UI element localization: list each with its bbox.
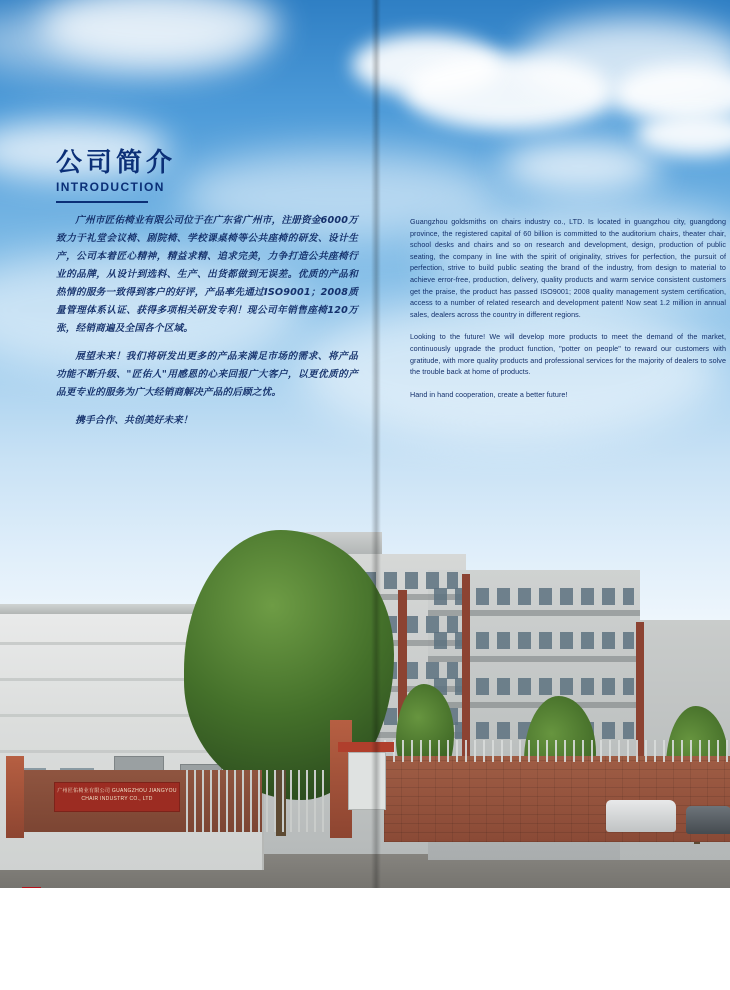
cloud-icon [500, 140, 660, 192]
fence-railing [384, 740, 730, 762]
gate-pillar [6, 756, 24, 838]
chinese-paragraph: 携手合作、共创美好未来！ [75, 415, 193, 426]
vehicle-icon [606, 800, 676, 832]
english-paragraph: Looking to the future! We will develop more products to meet the demand of the market, continuously upgrade the product function, "potter on people" to reward our customers with gratitude, with more quality products and professional services for the majority of dealers to solve the trouble back at home of products. [410, 332, 726, 377]
cloud-icon [636, 112, 730, 156]
title-chinese: 公司简介 [56, 148, 177, 178]
title-english: INTRODUCTION [56, 180, 165, 194]
page-title [56, 148, 356, 203]
floor-line [428, 702, 640, 708]
page-bottom-margin [0, 888, 730, 990]
english-paragraph: Hand in hand cooperation, create a better future! [410, 389, 568, 399]
chinese-paragraph: 展望未来！我们将研发出更多的产品来满足市场的需求、将产品功能不断升级、"匠佑人"用感恩的心来回报广大客户，以更优质的产品更专业的服务为广大经销商解决产品的后顾之忧。 [56, 351, 358, 398]
english-body-text [410, 216, 726, 411]
title-underline [56, 201, 148, 203]
chinese-body-text [56, 212, 358, 440]
floor-line [428, 656, 640, 662]
brick-wall [384, 756, 730, 842]
company-gate-sign: 广州匠佑椅业有限公司 GUANGZHOU JIANGYOU CHAIR INDUSTRY CO., LTD [54, 782, 180, 812]
entrance-canopy [338, 742, 394, 752]
page-gutter-shadow [371, 0, 381, 888]
gate-bars [186, 770, 326, 832]
factory-building-photo [0, 470, 730, 888]
english-paragraph: Guangzhou goldsmiths on chairs industry co., LTD. Is located in guangzhou city, guangdong province, the registered capital of 60 billion is committed to the auditorium chairs, theater chair, school desks and chairs and so on research and development, design, production of public seating, the company in line with the spirit of originality, strives for perfection, the pursuit of perfection, strive to build public seating the brand of the industry, from design to material to achieve error-free, production, delivery, quality products and warm service consistent customers get the praise, the product has passed ISO9001; 2008 quality management system certification, access to a number of related research and development patent! Now seat 1.2 million in annual sales, dealers across the country in different regions. [410, 217, 726, 319]
vehicle-icon [686, 806, 730, 834]
floor-line [428, 610, 640, 616]
chinese-paragraph: 广州市匠佑椅业有限公司位于在广东省广州市，注册资金6000万致力于礼堂会议椅、剧院椅、学校课桌椅等公共座椅的研发、设计生产，公司本着匠心精神，精益求精、追求完美，力争打造公共座椅行业的品牌，从设计到选料、生产、出货都做到无误差。优质的产品和热情的服务一致得到客户的好评，产品率先通过ISO9001；2008质量管理体系认证、获得多项相关研发专利！现公司年销售座椅120万张，经销商遍及全国各个区域。 [56, 215, 358, 334]
